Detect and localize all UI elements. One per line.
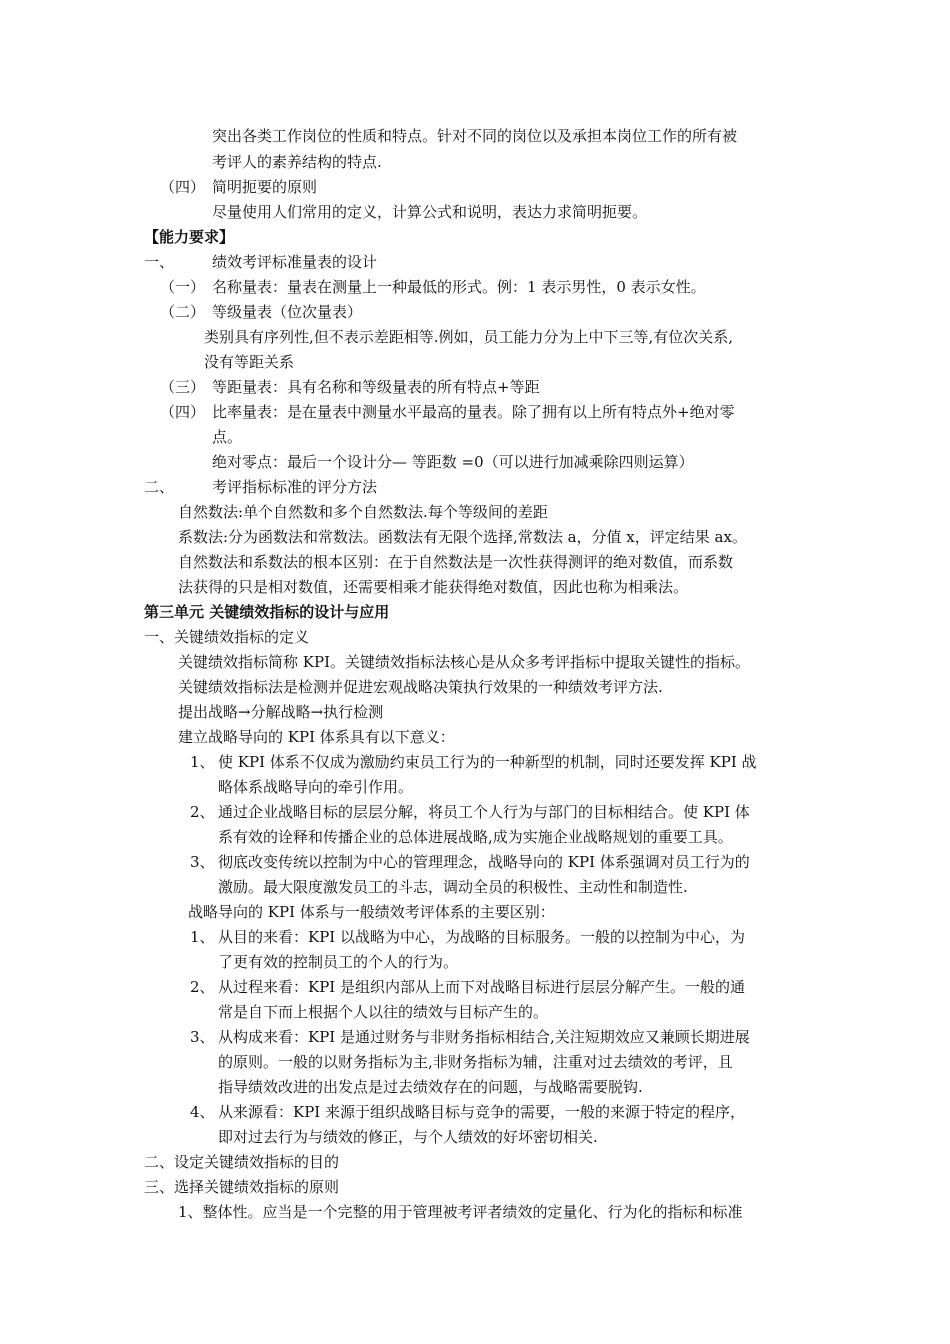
- text-line: 自然数法和系数法的根本区别：在于自然数法是一次性获得测评的绝对数值，而系数: [178, 553, 734, 571]
- item-marker: （三）: [160, 378, 206, 396]
- list-number: 1、: [190, 928, 215, 946]
- text-line: 提出战略→分解战略→执行检测: [178, 703, 384, 721]
- text-line: 没有等距关系: [204, 353, 295, 371]
- section-title: 考评指标标准的评分方法: [212, 478, 378, 496]
- text-line: 法获得的只是相对数值，还需要相乘才能获得绝对数值，因此也称为相乘法。: [178, 578, 689, 596]
- text-line: 尽量使用人们常用的定义，计算公式和说明，表达力求简明扼要。: [212, 203, 648, 221]
- text-line: 从构成来看：KPI 是通过财务与非财务指标相结合,关注短期效应又兼顾长期进展: [218, 1028, 750, 1046]
- text-line: 略体系战略导向的牵引作用。: [218, 778, 414, 796]
- text-line: 激励。最大限度激发员工的斗志，调动全员的积极性、主动性和制造性.: [218, 878, 688, 896]
- text-line: 类别具有序列性,但不表示差距相等.例如，员工能力分为上中下三等,有位次关系,: [204, 328, 734, 346]
- subsection-title: 三、选择关键绩效指标的原则: [144, 1178, 340, 1196]
- unit-heading: 第三单元 关键绩效指标的设计与应用: [144, 603, 390, 621]
- list-number: 2、: [190, 803, 215, 821]
- text-line: 等级量表（位次量表）: [212, 303, 363, 321]
- item-marker: （四）: [160, 178, 206, 196]
- text-line: 关键绩效指标法是检测并促进宏观战略决策执行效果的一种绩效考评方法.: [178, 678, 663, 696]
- text-line: 建立战略导向的 KPI 体系具有以下意义：: [178, 728, 455, 746]
- text-line: 从来源看：KPI 来源于组织战略目标与竞争的需要，一般的来源于特定的程序，: [218, 1103, 745, 1121]
- text-line: 战略导向的 KPI 体系与一般绩效考评体系的主要区别：: [188, 903, 555, 921]
- text-line: 通过企业战略目标的层层分解，将员工个人行为与部门的目标相结合。使 KPI 体: [218, 803, 750, 821]
- text-line: 绝对零点：最后一个设计分— 等距数 =0（可以进行加减乘除四则运算）: [212, 453, 694, 471]
- section-heading: 【能力要求】: [144, 228, 235, 246]
- text-line: 常是自下而上根据个人以往的绩效与目标产生的。: [218, 1003, 549, 1021]
- text-line: 等距量表：具有名称和等级量表的所有特点+等距: [212, 378, 540, 396]
- section-marker: 一、: [144, 253, 175, 271]
- list-number: 2、: [190, 978, 215, 996]
- text-line: 使 KPI 体系不仅成为激励约束员工行为的一种新型的机制，同时还要发挥 KPI 战: [218, 753, 757, 771]
- section-title: 绩效考评标准量表的设计: [212, 253, 378, 271]
- subsection-title: 一、关键绩效指标的定义: [144, 628, 310, 646]
- text-line: 从目的来看：KPI 以战略为中心，为战略的目标服务。一般的以控制为中心，为: [218, 928, 745, 946]
- list-number: 1、: [190, 753, 215, 771]
- text-line: 系有效的诠释和传播企业的总体进展战略,成为实施企业战略规划的重要工具。: [218, 828, 733, 846]
- item-marker: （一）: [160, 278, 206, 296]
- item-title: 简明扼要的原则: [212, 178, 318, 196]
- text-line: 系数法:分为函数法和常数法。函数法有无限个选择,常数法 a，分值 x，评定结果 ax。: [178, 528, 747, 546]
- subsection-title: 二、设定关键绩效指标的目的: [144, 1153, 340, 1171]
- text-line: 比率量表：是在量表中测量水平最高的量表。除了拥有以上所有特点外+绝对零: [212, 403, 735, 421]
- list-number: 4、: [190, 1103, 215, 1121]
- text-line: 考评人的素养结构的特点.: [212, 153, 382, 171]
- item-marker: （四）: [160, 403, 206, 421]
- text-line: 了更有效的控制员工的个人的行为。: [218, 953, 459, 971]
- text-line: 从过程来看：KPI 是组织内部从上而下对战略目标进行层层分解产生。一般的通: [218, 978, 745, 996]
- text-line: 点。: [212, 428, 243, 446]
- text-line: 的原则。一般的以财务指标为主,非财务指标为辅，注重对过去绩效的考评，且: [218, 1053, 733, 1071]
- text-line: 彻底改变传统以控制为中心的管理理念，战略导向的 KPI 体系强调对员工行为的: [218, 853, 750, 871]
- text-line: 关键绩效指标简称 KPI。关键绩效指标法核心是从众多考评指标中提取关键性的指标。: [178, 653, 750, 671]
- text-line: 突出各类工作岗位的性质和特点。针对不同的岗位以及承担本岗位工作的所有被: [212, 127, 738, 145]
- text-line: 1、整体性。应当是一个完整的用于管理被考评者绩效的定量化、行为化的指标和标准: [178, 1203, 743, 1221]
- section-marker: 二、: [144, 478, 175, 496]
- text-line: 自然数法:单个自然数和多个自然数法.每个等级间的差距: [178, 503, 548, 521]
- list-number: 3、: [190, 853, 215, 871]
- text-line: 指导绩效改进的出发点是过去绩效存在的问题，与战略需要脱钩.: [218, 1078, 643, 1096]
- item-marker: （二）: [160, 303, 206, 321]
- text-line: 即对过去行为与绩效的修正，与个人绩效的好坏密切相关.: [218, 1128, 598, 1146]
- list-number: 3、: [190, 1028, 215, 1046]
- text-line: 名称量表：量表在测量上一种最低的形式。例：1 表示男性，0 表示女性。: [212, 278, 706, 296]
